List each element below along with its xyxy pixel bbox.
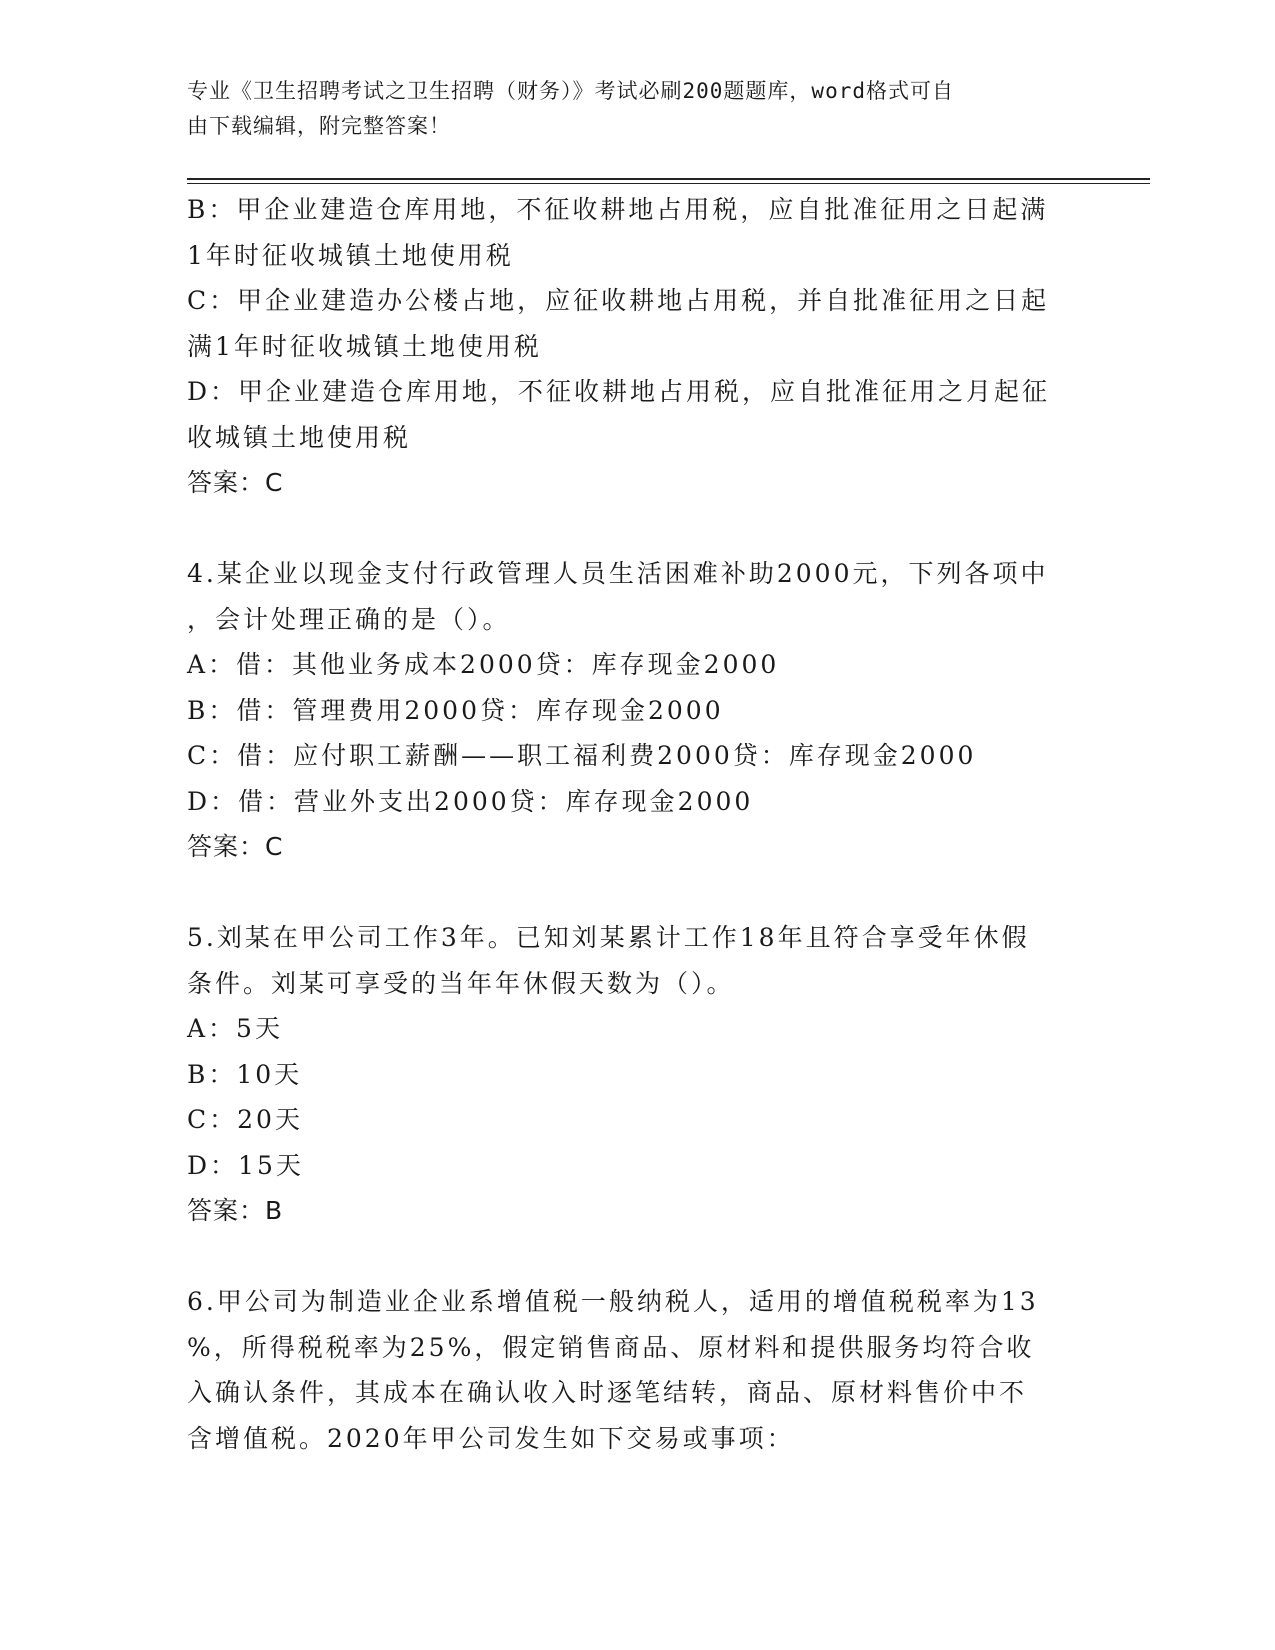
question-6 (187, 1279, 1067, 1461)
header-line-1: 专业《卫生招聘考试之卫生招聘（财务）》考试必刷200题题库，word格式可自 (187, 79, 954, 103)
document-header (187, 74, 1067, 144)
q4-option-c: C：借：应付职工薪酬——职工福利费2000贷：库存现金2000 (187, 741, 977, 770)
q6-stem-line-2: %，所得税税率为25%，假定销售商品、原材料和提供服务均符合收 (187, 1332, 1035, 1362)
spacer (187, 506, 1067, 552)
q3-option-b-line-1: B：甲企业建造仓库用地，不征收耕地占用税，应自批准征用之日起满 (187, 195, 1049, 224)
q5-option-b: B：10天 (187, 1059, 303, 1089)
q5-option-a: A：5天 (187, 1014, 283, 1043)
q5-option-d: D：15天 (187, 1150, 304, 1180)
q6-stem-line-3: 入确认条件，其成本在确认收入时逐笔结转，商品、原材料售价中不 (187, 1378, 1028, 1407)
q4-stem-line-1: 4.某企业以现金支付行政管理人员生活困难补助2000元，下列各项中 (187, 559, 1049, 588)
q3-option-c-line-1: C：甲企业建造办公楼占地，应征收耕地占用税，并自批准征用之日起 (187, 286, 1050, 315)
q3-option-c-line-2: 满1年时征收城镇土地使用税 (187, 331, 542, 361)
question-3-continued (187, 187, 1067, 506)
q5-stem-line-1: 5.刘某在甲公司工作3年。已知刘某累计工作18年且符合享受年休假 (187, 923, 1030, 952)
q5-stem-line-2: 条件。刘某可享受的当年年休假天数为（）。 (187, 968, 735, 998)
q4-option-b: B：借：管理费用2000贷：库存现金2000 (187, 695, 724, 725)
header-divider-thin (187, 183, 1150, 184)
header-divider-thick (187, 178, 1150, 180)
q6-stem-line-1: 6.甲公司为制造业企业系增值税一般纳税人，适用的增值税税率为13 (187, 1287, 1039, 1316)
spacer (187, 1234, 1067, 1280)
q4-option-a: A：借：其他业务成本2000贷：库存现金2000 (187, 650, 780, 679)
question-5 (187, 915, 1067, 1234)
q4-answer: 答案：C (187, 832, 284, 861)
q4-stem-line-2: ，会计处理正确的是（）。 (187, 604, 511, 634)
q3-answer: 答案：C (187, 468, 284, 497)
question-content (187, 187, 1067, 1461)
header-line-2: 由下载编辑，附完整答案！ (187, 114, 451, 138)
q5-answer: 答案：B (187, 1196, 284, 1225)
q3-option-d-line-1: D：甲企业建造仓库用地，不征收耕地占用税，应自批准征用之月起征 (187, 377, 1051, 406)
q3-option-b-line-2: 1年时征收城镇土地使用税 (187, 240, 514, 270)
q4-option-d: D：借：营业外支出2000贷：库存现金2000 (187, 786, 754, 816)
question-4 (187, 551, 1067, 870)
q3-option-d-line-2: 收城镇土地使用税 (187, 422, 412, 452)
spacer (187, 870, 1067, 916)
q5-option-c: C：20天 (187, 1105, 303, 1134)
q6-stem-line-4: 含增值税。2020年甲公司发生如下交易或事项： (187, 1423, 795, 1453)
